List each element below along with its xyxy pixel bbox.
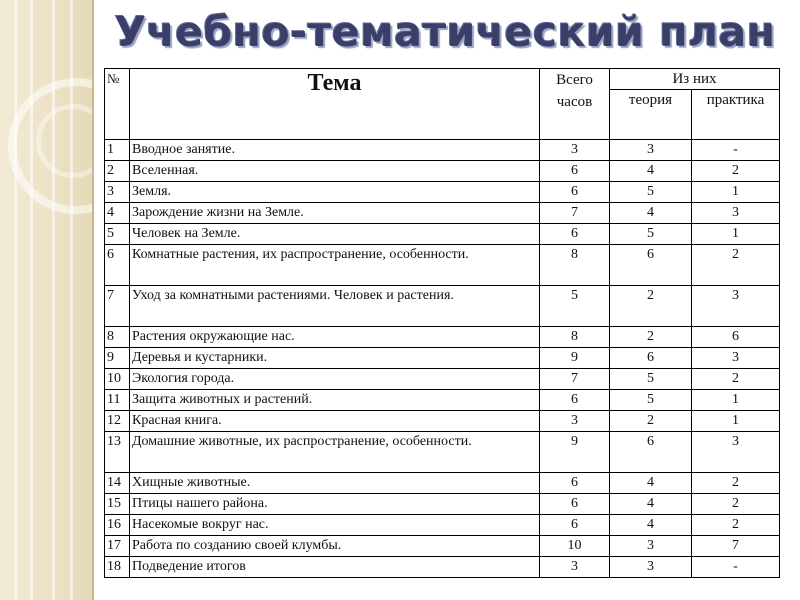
row-number: 9 <box>105 348 130 369</box>
header-topic: Тема <box>130 69 540 140</box>
row-theory-hours: 3 <box>610 557 692 578</box>
row-number: 14 <box>105 473 130 494</box>
row-topic: Насекомые вокруг нас. <box>130 515 540 536</box>
table-row <box>105 515 780 536</box>
row-total-hours: 5 <box>540 286 610 327</box>
row-number: 4 <box>105 203 130 224</box>
row-total-hours: 3 <box>540 140 610 161</box>
row-total-hours: 6 <box>540 161 610 182</box>
table-body <box>105 140 780 578</box>
table-row <box>105 473 780 494</box>
row-topic: Экология города. <box>130 369 540 390</box>
row-topic: Защита животных и растений. <box>130 390 540 411</box>
header-number: № <box>105 69 130 140</box>
table-row <box>105 369 780 390</box>
panel-stripe <box>14 0 17 600</box>
row-practice-hours: 1 <box>692 390 780 411</box>
row-theory-hours: 5 <box>610 182 692 203</box>
row-number: 16 <box>105 515 130 536</box>
row-total-hours: 7 <box>540 369 610 390</box>
row-number: 12 <box>105 411 130 432</box>
curriculum-table <box>104 68 780 578</box>
row-practice-hours: 1 <box>692 224 780 245</box>
row-total-hours: 6 <box>540 515 610 536</box>
row-practice-hours: 3 <box>692 286 780 327</box>
row-total-hours: 7 <box>540 203 610 224</box>
header-of-them: Из них <box>610 69 780 90</box>
row-theory-hours: 3 <box>610 536 692 557</box>
row-total-hours: 6 <box>540 473 610 494</box>
row-total-hours: 9 <box>540 348 610 369</box>
row-topic: Земля. <box>130 182 540 203</box>
panel-divider <box>92 0 94 600</box>
decorative-side-panel <box>0 0 92 600</box>
row-total-hours: 6 <box>540 390 610 411</box>
row-practice-hours: 2 <box>692 494 780 515</box>
row-topic: Зарождение жизни на Земле. <box>130 203 540 224</box>
row-total-hours: 3 <box>540 557 610 578</box>
row-number: 10 <box>105 369 130 390</box>
row-topic: Уход за комнатными растениями. Человек и растения. <box>130 286 540 327</box>
row-theory-hours: 6 <box>610 432 692 473</box>
row-topic: Вводное занятие. <box>130 140 540 161</box>
table-row <box>105 203 780 224</box>
row-topic: Комнатные растения, их распространение, особенности. <box>130 245 540 286</box>
row-theory-hours: 2 <box>610 411 692 432</box>
row-total-hours: 6 <box>540 182 610 203</box>
table-row <box>105 494 780 515</box>
row-practice-hours: - <box>692 557 780 578</box>
row-practice-hours: 2 <box>692 245 780 286</box>
row-topic: Красная книга. <box>130 411 540 432</box>
row-theory-hours: 2 <box>610 327 692 348</box>
row-total-hours: 8 <box>540 245 610 286</box>
row-practice-hours: 2 <box>692 369 780 390</box>
row-practice-hours: 2 <box>692 161 780 182</box>
row-total-hours: 3 <box>540 411 610 432</box>
row-practice-hours: 3 <box>692 432 780 473</box>
row-number: 1 <box>105 140 130 161</box>
row-number: 17 <box>105 536 130 557</box>
table-row <box>105 390 780 411</box>
table-row <box>105 161 780 182</box>
row-topic: Хищные животные. <box>130 473 540 494</box>
row-practice-hours: 3 <box>692 348 780 369</box>
row-number: 6 <box>105 245 130 286</box>
slide-title: Учебно-тематический план <box>114 8 776 56</box>
row-theory-hours: 2 <box>610 286 692 327</box>
row-theory-hours: 5 <box>610 224 692 245</box>
table-row <box>105 140 780 161</box>
row-topic: Домашние животные, их распространение, особенности. <box>130 432 540 473</box>
panel-stripe <box>30 0 33 600</box>
header-theory: теория <box>610 90 692 140</box>
row-theory-hours: 4 <box>610 203 692 224</box>
row-practice-hours: 6 <box>692 327 780 348</box>
table-row <box>105 432 780 473</box>
row-topic: Растения окружающие нас. <box>130 327 540 348</box>
table-row <box>105 224 780 245</box>
header-total-hours: Всего часов <box>540 69 610 140</box>
row-total-hours: 6 <box>540 494 610 515</box>
table-row <box>105 411 780 432</box>
row-total-hours: 9 <box>540 432 610 473</box>
row-number: 18 <box>105 557 130 578</box>
row-theory-hours: 6 <box>610 348 692 369</box>
row-topic: Работа по созданию своей клумбы. <box>130 536 540 557</box>
row-theory-hours: 6 <box>610 245 692 286</box>
row-practice-hours: 1 <box>692 411 780 432</box>
table-row <box>105 286 780 327</box>
table-row <box>105 245 780 286</box>
row-theory-hours: 3 <box>610 140 692 161</box>
row-practice-hours: 2 <box>692 473 780 494</box>
table-row <box>105 557 780 578</box>
row-topic: Птицы нашего района. <box>130 494 540 515</box>
row-practice-hours: 3 <box>692 203 780 224</box>
row-topic: Деревья и кустарники. <box>130 348 540 369</box>
row-theory-hours: 4 <box>610 473 692 494</box>
row-theory-hours: 4 <box>610 494 692 515</box>
table-row <box>105 182 780 203</box>
row-practice-hours: 1 <box>692 182 780 203</box>
table-row <box>105 327 780 348</box>
row-theory-hours: 4 <box>610 161 692 182</box>
row-theory-hours: 5 <box>610 369 692 390</box>
row-number: 13 <box>105 432 130 473</box>
row-number: 8 <box>105 327 130 348</box>
row-total-hours: 10 <box>540 536 610 557</box>
row-theory-hours: 5 <box>610 390 692 411</box>
row-practice-hours: 2 <box>692 515 780 536</box>
row-number: 11 <box>105 390 130 411</box>
row-number: 5 <box>105 224 130 245</box>
row-practice-hours: 7 <box>692 536 780 557</box>
row-total-hours: 8 <box>540 327 610 348</box>
header-practice: практика <box>692 90 780 140</box>
row-number: 3 <box>105 182 130 203</box>
row-theory-hours: 4 <box>610 515 692 536</box>
row-topic: Подведение итогов <box>130 557 540 578</box>
row-topic: Человек на Земле. <box>130 224 540 245</box>
row-topic: Вселенная. <box>130 161 540 182</box>
row-total-hours: 6 <box>540 224 610 245</box>
row-number: 15 <box>105 494 130 515</box>
row-number: 2 <box>105 161 130 182</box>
row-number: 7 <box>105 286 130 327</box>
table-row <box>105 536 780 557</box>
table-row <box>105 348 780 369</box>
row-practice-hours: - <box>692 140 780 161</box>
